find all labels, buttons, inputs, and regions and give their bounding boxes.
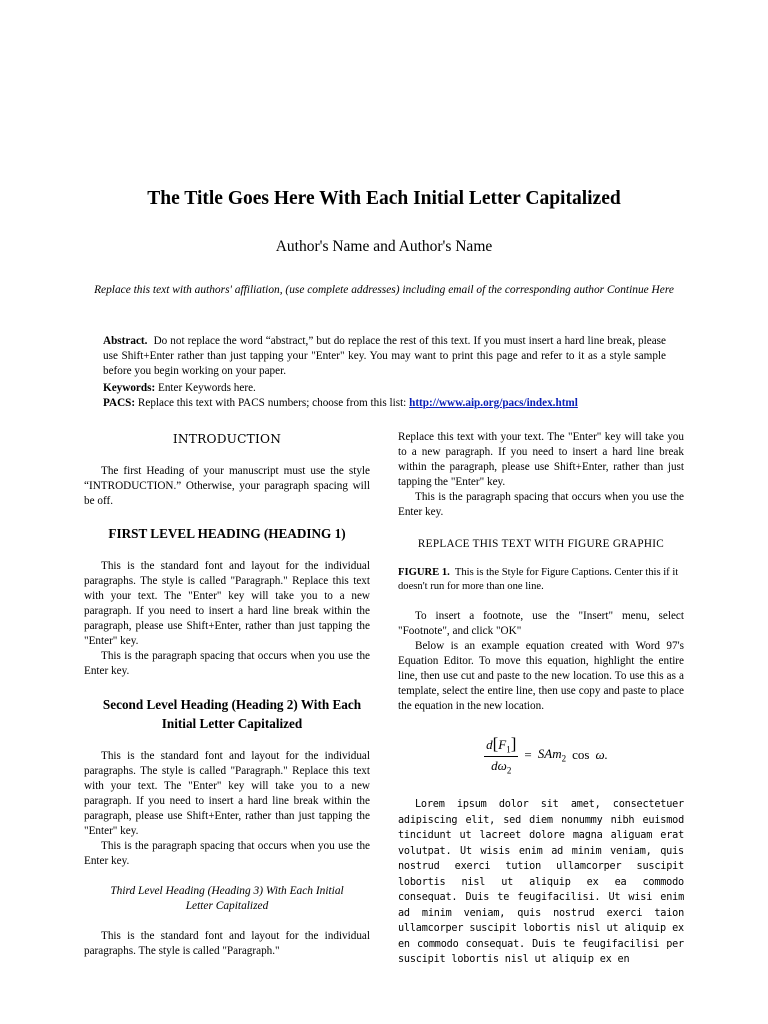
equation-fraction	[484, 734, 518, 775]
abstract-label: Abstract.	[103, 335, 148, 347]
paragraph: This is the standard font and layout for the individual paragraphs. The style is called "Paragraph." Replace this text with your text. The "Enter" key will take you to a new paragraph. If you need to insert a hard line break within the paragraph, please use Shift+Enter, rather than just tapping the "Enter" key.	[84, 560, 370, 647]
equation-equals: =	[524, 746, 532, 762]
left-column	[84, 430, 370, 959]
equation-denominator: $d\omega_2$	[491, 757, 512, 776]
paragraph: This is the paragraph spacing that occurs when you use the Enter key.	[398, 491, 684, 518]
paper-title: The Title Goes Here With Each Initial Letter Capitalized	[147, 188, 621, 209]
equation-cos: cos	[572, 746, 590, 762]
introduction-heading: INTRODUCTION	[172, 432, 282, 446]
second-level-heading: Second Level Heading (Heading 2) With Each Initial Letter Capitalized	[102, 697, 362, 731]
equation-paragraph: Below is an example equation created with Word 97's Equation Editor. To move this equation, highlight the entire line, then use cut and paste to the new location. To use this as a template, select the entire line, then use copy and paste to place the equation in the new location.	[398, 640, 684, 712]
paragraph: This is the standard font and layout for the individual paragraphs. The style is called "Paragraph."	[84, 930, 370, 957]
paragraph: This is the standard font and layout for the individual paragraphs. The style is called "Paragraph." Replace this text with your text. The "Enter" key will take you to a new paragraph. If you need to insert a hard line break within the paragraph, please use Shift+Enter, rather than just tapping the "Enter" key.	[84, 750, 370, 837]
paragraph: This is the paragraph spacing that occurs when you use the Enter key.	[84, 650, 370, 677]
keywords-text: Enter Keywords here.	[158, 382, 256, 394]
paragraph: Replace this text with your text. The "Enter" key will take you to a new paragraph. If you need to insert a hard line break within the paragraph, please use Shift+Enter, rather than just tapping the "Enter" key.	[398, 431, 684, 488]
pacs-label: PACS:	[103, 397, 136, 409]
figure-graphic-placeholder: REPLACE THIS TEXT WITH FIGURE GRAPHIC	[417, 538, 665, 550]
figure-label: FIGURE 1.	[398, 567, 450, 578]
lorem-paragraph: Lorem ipsum dolor sit amet, consectetuer adipiscing elit, sed diem nonummy nibh euismod tincidunt ut lacreet dolore magna aliguam erat volutpat. Ut wisis enim ad minim veniam, quis nostrud exerci tution ullamcorper suscipit lobortis nisl ut aliquip ex ea commodo consequat. Duis te feugifacilisi. Ut wisi enim ad minim veniam, quis nostrud exerci taion ullamcorper suscipit lobortis nisl ut aliquip ex en commodo consequat. Duis te feugifacilisi per suscipit lobortis nisl ut aliquip ex en	[398, 799, 684, 966]
equation-numerator: $d[F_1]$	[486, 734, 517, 755]
abstract-text: Do not replace the word “abstract,” but do replace the rest of this text. If you must insert a hard line break, please use Shift+Enter rather than just tapping your "Enter" key. You may want to print this page and refer to it as a style sample before you begin working on your paper.	[103, 335, 667, 377]
footnote-paragraph: To insert a footnote, use the "Insert" menu, select "Footnote", and click "OK"	[398, 610, 684, 637]
figure-caption	[398, 566, 684, 594]
equation-rhs: SAm$_2$	[537, 745, 567, 764]
pacs-line	[103, 396, 666, 411]
author-affiliation: Replace this text with authors' affiliation, (use complete addresses) including email of the corresponding author Continue Here	[94, 284, 674, 296]
equation-omega: ω.	[595, 746, 608, 762]
paragraph: This is the paragraph spacing that occurs when you use the Enter key.	[84, 840, 370, 867]
keywords-label: Keywords:	[103, 382, 156, 394]
intro-paragraph: The first Heading of your manuscript must use the style “INTRODUCTION.” Otherwise, your paragraph spacing will be off.	[84, 465, 370, 507]
abstract-block	[103, 334, 666, 379]
pacs-link[interactable]: http://www.aip.org/pacs/index.html	[409, 397, 578, 409]
right-column	[398, 430, 684, 968]
example-equation	[398, 734, 684, 775]
third-level-heading: Third Level Heading (Heading 3) With Each Initial Letter Capitalized	[110, 885, 344, 912]
pacs-text: Replace this text with PACS numbers; choose from this list:	[137, 397, 407, 409]
first-level-heading: FIRST LEVEL HEADING (HEADING 1)	[108, 526, 346, 541]
figure-caption-text: This is the Style for Figure Captions. Center this if it doesn't run for more than one line.	[398, 567, 679, 592]
author-names: Author's Name and Author's Name	[275, 238, 493, 255]
keywords-line	[103, 381, 666, 396]
